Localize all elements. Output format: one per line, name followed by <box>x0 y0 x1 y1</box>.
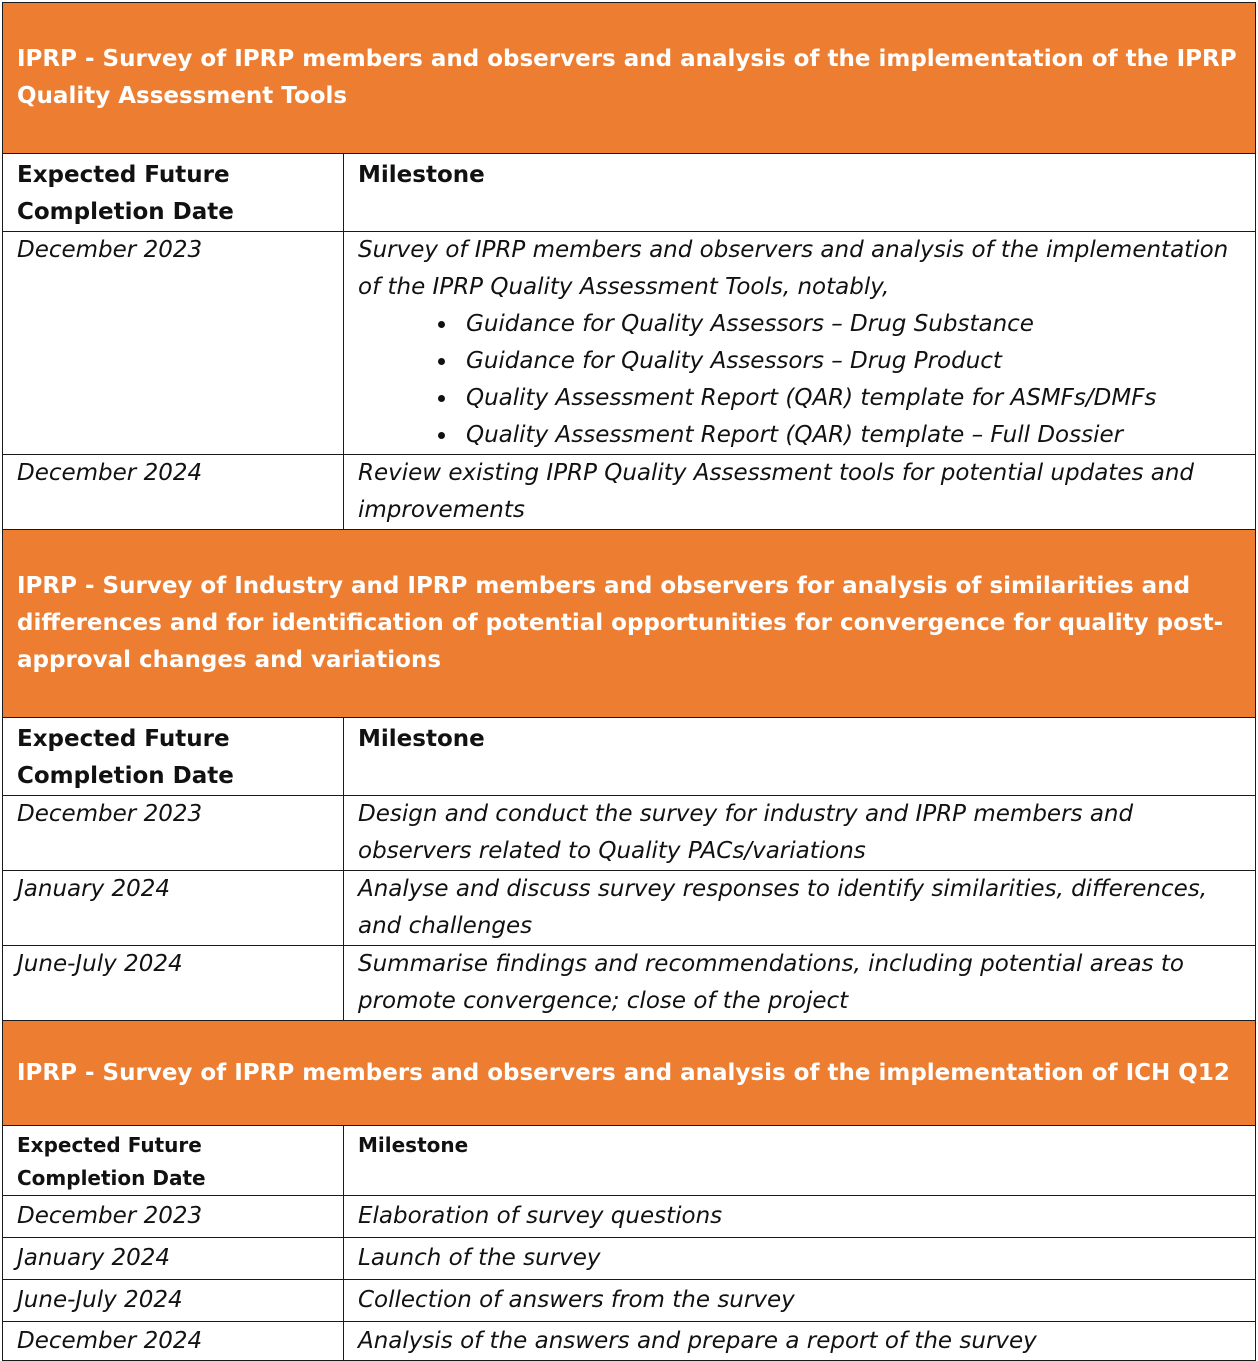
table-row <box>3 1280 1256 1322</box>
column-header-row <box>3 718 1256 796</box>
column-header-milestone: Milestone <box>344 154 1256 232</box>
table-row <box>3 232 1256 455</box>
column-header-date: Expected Future Completion Date <box>3 154 344 232</box>
section-title: IPRP - Survey of Industry and IPRP members and observers for analysis of similarities and differences and for identification of potential opportunities for convergence for quality post-approval changes and variations <box>3 530 1256 718</box>
table-row <box>3 796 1256 871</box>
section-title: IPRP - Survey of IPRP members and observers and analysis of the implementation of the IPRP Quality Assessment Tools <box>3 3 1256 154</box>
row-milestone: Launch of the survey <box>344 1238 1256 1280</box>
list-item: • Quality Assessment Report (QAR) template – Full Dossier <box>458 417 1245 454</box>
milestones-table <box>2 2 1256 1361</box>
table-row <box>3 455 1256 530</box>
row-date: December 2024 <box>3 455 344 530</box>
section-header <box>3 3 1256 154</box>
row-date: December 2023 <box>3 796 344 871</box>
column-header-row <box>3 1126 1256 1196</box>
list-item: • Guidance for Quality Assessors – Drug Product <box>458 343 1245 380</box>
row-milestone: Collection of answers from the survey <box>344 1280 1256 1322</box>
table-row <box>3 1238 1256 1280</box>
milestones-document <box>2 2 1255 1361</box>
table-row <box>3 1196 1256 1238</box>
column-header-milestone: Milestone <box>344 1126 1256 1196</box>
row-milestone: Summarise findings and recommendations, including potential areas to promote convergence; close of the project <box>344 946 1256 1021</box>
row-date: June-July 2024 <box>3 1280 344 1322</box>
section-header <box>3 530 1256 718</box>
section-header <box>3 1021 1256 1126</box>
list-item: • Guidance for Quality Assessors – Drug Substance <box>458 306 1245 343</box>
column-header-row <box>3 154 1256 232</box>
row-milestone: Design and conduct the survey for industry and IPRP members and observers related to Quality PACs/variations <box>344 796 1256 871</box>
row-date: December 2023 <box>3 1196 344 1238</box>
table-row <box>3 871 1256 946</box>
section-title: IPRP - Survey of IPRP members and observers and analysis of the implementation of ICH Q12 <box>3 1021 1256 1126</box>
row-milestone <box>344 232 1256 455</box>
row-milestone: Analysis of the answers and prepare a report of the survey <box>344 1322 1256 1361</box>
milestone-text: Survey of IPRP members and observers and analysis of the implementation of the IPRP Quality Assessment Tools, notably, <box>358 237 1229 300</box>
table-row <box>3 946 1256 1021</box>
list-item: • Quality Assessment Report (QAR) template for ASMFs/DMFs <box>458 380 1245 417</box>
row-date: December 2023 <box>3 232 344 455</box>
column-header-date: Expected Future Completion Date <box>3 1126 344 1196</box>
row-milestone: Elaboration of survey questions <box>344 1196 1256 1238</box>
row-milestone: Analyse and discuss survey responses to identify similarities, differences, and challenges <box>344 871 1256 946</box>
row-milestone: Review existing IPRP Quality Assessment tools for potential updates and improvements <box>344 455 1256 530</box>
row-date: January 2024 <box>3 871 344 946</box>
column-header-date: Expected Future Completion Date <box>3 718 344 796</box>
table-row <box>3 1322 1256 1361</box>
row-date: December 2024 <box>3 1322 344 1361</box>
milestone-bullet-list <box>358 306 1245 454</box>
row-date: June-July 2024 <box>3 946 344 1021</box>
column-header-milestone: Milestone <box>344 718 1256 796</box>
row-date: January 2024 <box>3 1238 344 1280</box>
